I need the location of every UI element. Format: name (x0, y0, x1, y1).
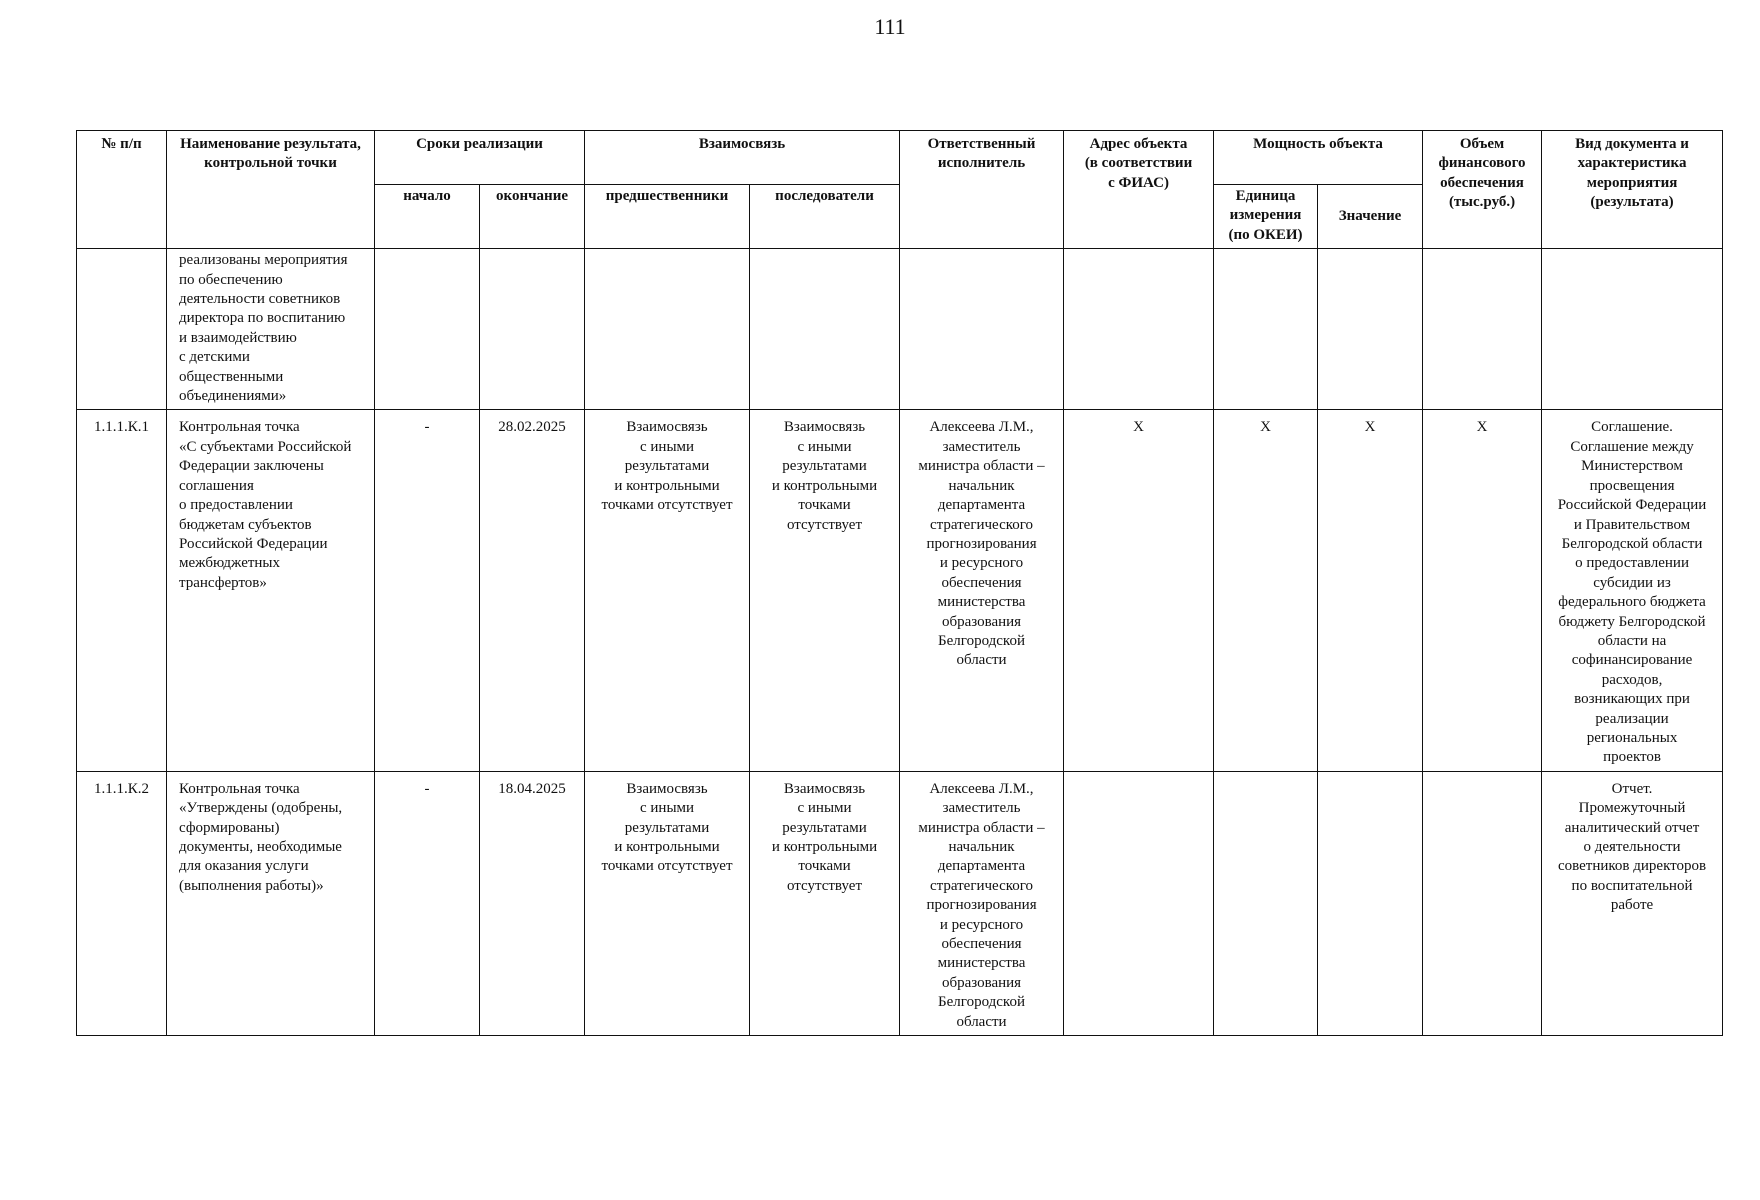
cell-finance (1423, 249, 1542, 410)
header-responsible: Ответственный исполнитель (900, 131, 1064, 249)
cell-end: 18.04.2025 (480, 771, 585, 1035)
cell-address (1064, 771, 1214, 1035)
header-address: Адрес объекта (в соответствии с ФИАС) (1064, 131, 1214, 249)
header-doc-type: Вид документа и характеристика мероприятия (результата) (1542, 131, 1723, 249)
cell-unit (1214, 249, 1318, 410)
control-points-table (76, 130, 1723, 1036)
cell-predecessors: Взаимосвязь с иными результатами и контрольными точками отсутствует (585, 771, 750, 1035)
cell-successors (750, 249, 900, 410)
cell-start: - (375, 771, 480, 1035)
cell-responsible (900, 249, 1064, 410)
table-row (77, 410, 1723, 771)
cell-unit (1214, 771, 1318, 1035)
cell-responsible: Алексеева Л.М., заместитель министра области – начальник департамента стратегического прогнозирования и ресурсного обеспечения министерства образования Белгородской области (900, 410, 1064, 771)
header-end: окончание (480, 185, 585, 249)
cell-finance (1423, 771, 1542, 1035)
header-relation: Взаимосвязь (585, 131, 900, 185)
cell-unit: X (1214, 410, 1318, 771)
cell-start (375, 249, 480, 410)
cell-successors: Взаимосвязь с иными результатами и контрольными точками отсутствует (750, 771, 900, 1035)
header-unit: Единица измерения (по ОКЕИ) (1214, 185, 1318, 249)
table-row (77, 771, 1723, 1035)
table-row (77, 249, 1723, 410)
cell-name: реализованы мероприятия по обеспечению деятельности советников директора по воспитанию и взаимодействию с детскими общественными объединениями» (167, 249, 375, 410)
cell-name: Контрольная точка «Утверждены (одобрены, сформированы) документы, необходимые для оказания услуги (выполнения работы)» (167, 771, 375, 1035)
header-finance: Объем финансового обеспечения (тыс.руб.) (1423, 131, 1542, 249)
cell-start: - (375, 410, 480, 771)
cell-num: 1.1.1.К.2 (77, 771, 167, 1035)
header-successors: последователи (750, 185, 900, 249)
header-predecessors: предшественники (585, 185, 750, 249)
header-start: начало (375, 185, 480, 249)
cell-address (1064, 249, 1214, 410)
cell-successors: Взаимосвязь с иными результатами и контрольными точками отсутствует (750, 410, 900, 771)
cell-predecessors: Взаимосвязь с иными результатами и контрольными точками отсутствует (585, 410, 750, 771)
cell-num (77, 249, 167, 410)
header-capacity: Мощность объекта (1214, 131, 1423, 185)
cell-value: X (1318, 410, 1423, 771)
header-name: Наименование результата, контрольной точки (167, 131, 375, 249)
cell-address: X (1064, 410, 1214, 771)
cell-finance: X (1423, 410, 1542, 771)
cell-num: 1.1.1.К.1 (77, 410, 167, 771)
header-terms: Сроки реализации (375, 131, 585, 185)
header-value: Значение (1318, 185, 1423, 249)
cell-name: Контрольная точка «С субъектами Российской Федерации заключены соглашения о предоставлении бюджетам субъектов Российской Федерации межбюджетных трансфертов» (167, 410, 375, 771)
cell-end (480, 249, 585, 410)
cell-value (1318, 249, 1423, 410)
cell-predecessors (585, 249, 750, 410)
cell-doc (1542, 249, 1723, 410)
cell-end: 28.02.2025 (480, 410, 585, 771)
cell-doc: Отчет. Промежуточный аналитический отчет о деятельности советников директоров по воспитательной работе (1542, 771, 1723, 1035)
header-num: № п/п (77, 131, 167, 249)
cell-responsible: Алексеева Л.М., заместитель министра области – начальник департамента стратегического прогнозирования и ресурсного обеспечения министерства образования Белгородской области (900, 771, 1064, 1035)
cell-value (1318, 771, 1423, 1035)
cell-doc: Соглашение. Соглашение между Министерством просвещения Российской Федерации и Правительством Белгородской области о предоставлении субсидии из федерального бюджета бюджету Белгородской области на софинансирование расходов, возникающих при реализации региональных проектов (1542, 410, 1723, 771)
page-number: 111 (874, 14, 906, 39)
header-row (77, 131, 1723, 185)
